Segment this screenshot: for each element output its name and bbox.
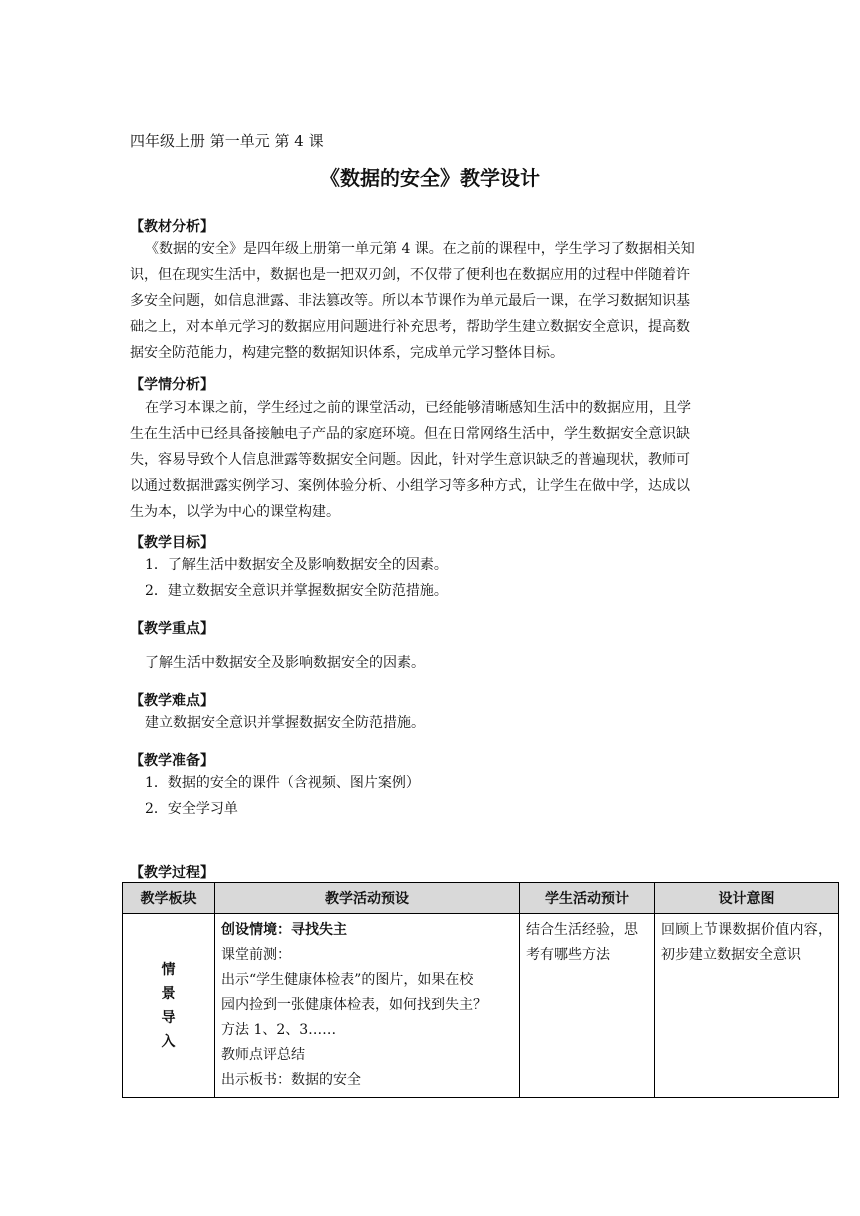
document-title: 《数据的安全》教学设计	[320, 166, 540, 190]
teaching-process-table	[122, 882, 839, 1098]
key-points-text: 了解生活中数据安全及影响数据安全的因素。	[145, 655, 425, 671]
activity-title: 创设情境：寻找失主	[221, 922, 347, 938]
heading-preparation: 【教学准备】	[130, 753, 214, 769]
activity-line: 方法 1、2、3……	[221, 1022, 337, 1038]
block-char: 景	[161, 985, 176, 1002]
goal-item-1: 1．了解生活中数据安全及影响数据安全的因素。	[145, 557, 448, 573]
paragraph-line: 础之上，对本单元学习的数据应用问题进行补充思考，帮助学生建立数据安全意识，提高数	[130, 319, 690, 335]
lesson-subtitle: 四年级上册 第一单元 第 4 课	[130, 132, 324, 150]
heading-material-analysis: 【教材分析】	[130, 219, 214, 235]
activity-cell	[215, 914, 520, 1098]
activity-line: 课堂前测：	[221, 947, 291, 963]
block-cell	[123, 914, 215, 1098]
heading-key-points: 【教学重点】	[130, 621, 214, 637]
table-header-row	[123, 883, 839, 914]
paragraph-line: 失，容易导致个人信息泄露等数据安全问题。因此，针对学生意识缺乏的普遍现状，教师可	[130, 452, 690, 468]
paragraph-line: 据安全防范能力，构建完整的数据知识体系，完成单元学习整体目标。	[130, 345, 564, 361]
design-intent-cell: 回顾上节课数据价值内容，初步建立数据安全意识	[655, 914, 839, 1098]
student-activity-cell: 结合生活经验，思考有哪些方法	[520, 914, 655, 1098]
block-label	[129, 958, 208, 1054]
heading-student-analysis: 【学情分析】	[130, 377, 214, 393]
paragraph-line: 识，但在现实生活中，数据也是一把双刃剑，不仅带了便利也在数据应用的过程中伴随着许	[130, 267, 690, 283]
paragraph-line: 多安全问题，如信息泄露、非法篡改等。所以本节课作为单元最后一课，在学习数据知识基	[130, 293, 690, 309]
paragraph-line: 生在生活中已经具备接触电子产品的家庭环境。但在日常网络生活中，学生数据安全意识缺	[130, 426, 690, 442]
header-student-activity: 学生活动预计	[520, 883, 655, 914]
preparation-item-2: 2．安全学习单	[145, 801, 238, 817]
paragraph-line: 在学习本课之前，学生经过之前的课堂活动，已经能够清晰感知生活中的数据应用，且学	[145, 400, 691, 416]
heading-teaching-process: 【教学过程】	[130, 865, 214, 881]
header-design-intent: 设计意图	[655, 883, 839, 914]
heading-teaching-goals: 【教学目标】	[130, 535, 214, 551]
paragraph-line: 《数据的安全》是四年级上册第一单元第 4 课。在之前的课程中，学生学习了数据相关知	[145, 241, 695, 257]
heading-difficulties: 【教学难点】	[130, 693, 214, 709]
header-teaching-activity: 教学活动预设	[215, 883, 520, 914]
goal-item-2: 2．建立数据安全意识并掌握数据安全防范措施。	[145, 583, 448, 599]
block-char: 导	[161, 1009, 176, 1026]
activity-line: 园内捡到一张健康体检表，如何找到失主？	[221, 997, 487, 1013]
paragraph-line: 生为本，以学为中心的课堂构建。	[130, 504, 340, 520]
header-teaching-block: 教学板块	[123, 883, 215, 914]
table-row	[123, 914, 839, 1098]
block-char: 入	[161, 1033, 176, 1050]
activity-line: 出示“学生健康体检表”的图片，如果在校	[221, 972, 474, 988]
block-char: 情	[161, 961, 176, 978]
activity-line: 教师点评总结	[221, 1047, 305, 1063]
preparation-item-1: 1．数据的安全的课件（含视频、图片案例）	[145, 775, 420, 791]
paragraph-line: 以通过数据泄露实例学习、案例体验分析、小组学习等多种方式，让学生在做中学，达成以	[130, 478, 690, 494]
activity-line: 出示板书：数据的安全	[221, 1072, 361, 1088]
difficulties-text: 建立数据安全意识并掌握数据安全防范措施。	[145, 715, 425, 731]
